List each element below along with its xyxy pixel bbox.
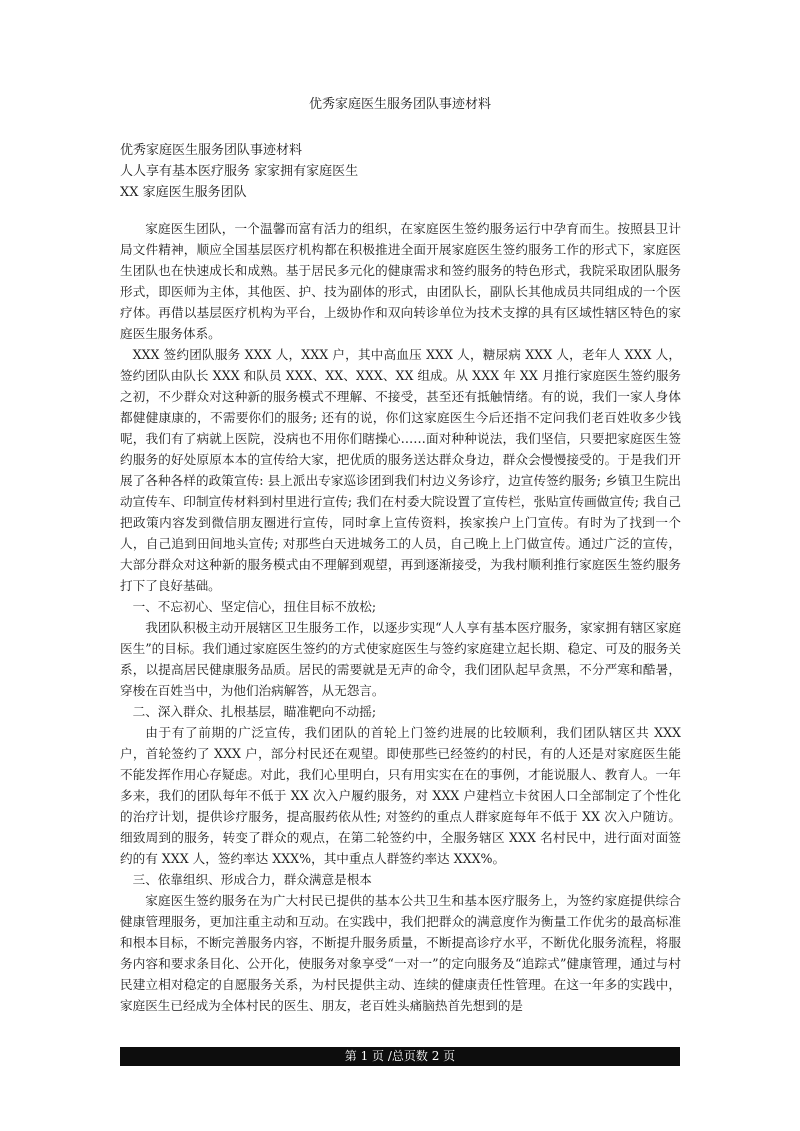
section-heading-2: 二、深入群众、扎根基层，瞄准靶向不动摇; (132, 704, 377, 719)
paragraph-promotion: XXX 签约团队服务 XXX 人，XXX 户，其中高血压 XXX 人，糖尿病 XXX 人，老年人 XXX 人，签约团队由队长 XXX 和队员 XXX、XX、XXX、XX 组成。从 XXX 年 XX 月推行家庭医生签约服务之初，不少群众对这种新的服务模式不理解、不接受，甚至还有抵触情绪。有的说，我们一家人身体都健健康康的，不需要你们的服务; 还有的说，你们这家庭医生今后还指不定问我们老百姓收多少钱呢，我们有了病就上医院，没病也不用你们瞎操心……面对种种说法，我们坚信，只要把家庭医生签约服务的好处原原本本的宣传给大家，把优质的服务送达群众身边，群众会慢慢接受的。于是我们开展了各种各样的政策宣传: 县上派出专家巡诊团到我们村边义务诊疗，边宣传签约服务; 乡镇卫生院出动宣传车、印制宣传材料到村里进行宣传; 我们在村委大院设置了宣传栏，张贴宣传画做宣传; 我自己把政策内容发到微信朋友圈进行宣传，同时拿上宣传资料，挨家挨户上门宣传。有时为了找到一个人，自己追到田间地头宣传; 对那些白天进城务工的人员，自己晚上上门做宣传。通过广泛的宣传，大部分群众对这种新的服务模式由不理解到观望，再到逐渐接受，为我村顺利推行家庭医生签约服务打下了良好基础。 (120, 347, 681, 593)
document-team-name: XX 家庭医生服务团队 (120, 185, 247, 200)
paragraph-section-3: 家庭医生签约服务在为广大村民已提供的基本公共卫生和基本医疗服务上，为签约家庭提供综合健康管理服务，更加注重主动和互动。在实践中，我们把群众的满意度作为衡量工作优劣的最高标准和根本目标，不断完善服务内容，不断提升服务质量，不断提高诊疗水平，不断优化服务流程，将服务内容和要求条目化、公开化，使服务对象享受“一对一”的定向服务及“追踪式”健康管理，通过与村民建立相对稳定的自愿服务关系，为村民提供主动、连续的健康责任性管理。在这一年多的实践中，家庭医生已经成为全体村民的医生、朋友，老百姓头痛脑热首先想到的是 (120, 893, 681, 1013)
document-header (120, 140, 680, 203)
section-heading-1: 一、不忘初心、坚定信心，扭住目标不放松; (132, 599, 377, 614)
page-footer: 第 1 页 /总页数 2 页 (120, 1047, 680, 1066)
paragraph-section-1: 我团队积极主动开展辖区卫生服务工作，以逐步实现“人人享有基本医疗服务，家家拥有辖区家庭医生”的目标。我们通过家庭医生签约的方式使家庭医生与签约家庭建立起长期、稳定、可及的服务关系，以提高居民健康服务品质。居民的需要就是无声的命令，我们团队起早贪黑，不分严寒和酷暑，穿梭在百姓当中，为他们治病解答，从无怨言。 (120, 620, 681, 698)
section-heading-3: 三、依靠组织、形成合力，群众满意是根本 (132, 872, 372, 887)
paragraph-intro: 家庭医生团队，一个温馨而富有活力的组织，在家庭医生签约服务运行中孕育而生。按照县卫计局文件精神，顺应全国基层医疗机构都在积极推进全面开展家庭医生签约服务工作的形式下，家庭医生团队也在快速成长和成熟。基于居民多元化的健康需求和签约服务的特色形式，我院采取团队服务形式，即医师为主体，其他医、护、技为副体的形式，由团队长，副队长其他成员共同组成的一个医疗体。再借以基层医疗机构为平台，上级协作和双向转诊单位为技术支撑的具有区域性辖区特色的家庭医生服务体系。 (120, 221, 681, 341)
page-title: 优秀家庭医生服务团队事迹材料 (308, 97, 491, 112)
paragraph-section-2: 由于有了前期的广泛宣传，我们团队的首轮上门签约进展的比较顺利，我们团队辖区共 XXX 户，首轮签约了 XXX 户，部分村民还在观望。即使那些已经签约的村民，有的人还是对家庭医生能不能发挥作用心存疑虑。对此，我们心里明白，只有用实实在在的事例，才能说服人、教育人。一年多来，我们的团队每年不低于 XX 次入户履约服务，对 XXX 户建档立卡贫困人口全部制定了个性化的治疗计划，提供诊疗服务，提高服药依从性; 对签约的重点人群家庭每年不低于 XX 次入户随访。细致周到的服务，转变了群众的观点，在第二轮签约中，全服务辖区 XXX 名村民中，进行面对面签约的有 XXX 人，签约率达 XXX%，其中重点人群签约率达 XXX%。 (120, 725, 681, 866)
document-heading: 优秀家庭医生服务团队事迹材料 (120, 143, 303, 158)
document-body (120, 218, 681, 1016)
document-slogan: 人人享有基本医疗服务 家家拥有家庭医生 (120, 164, 359, 179)
